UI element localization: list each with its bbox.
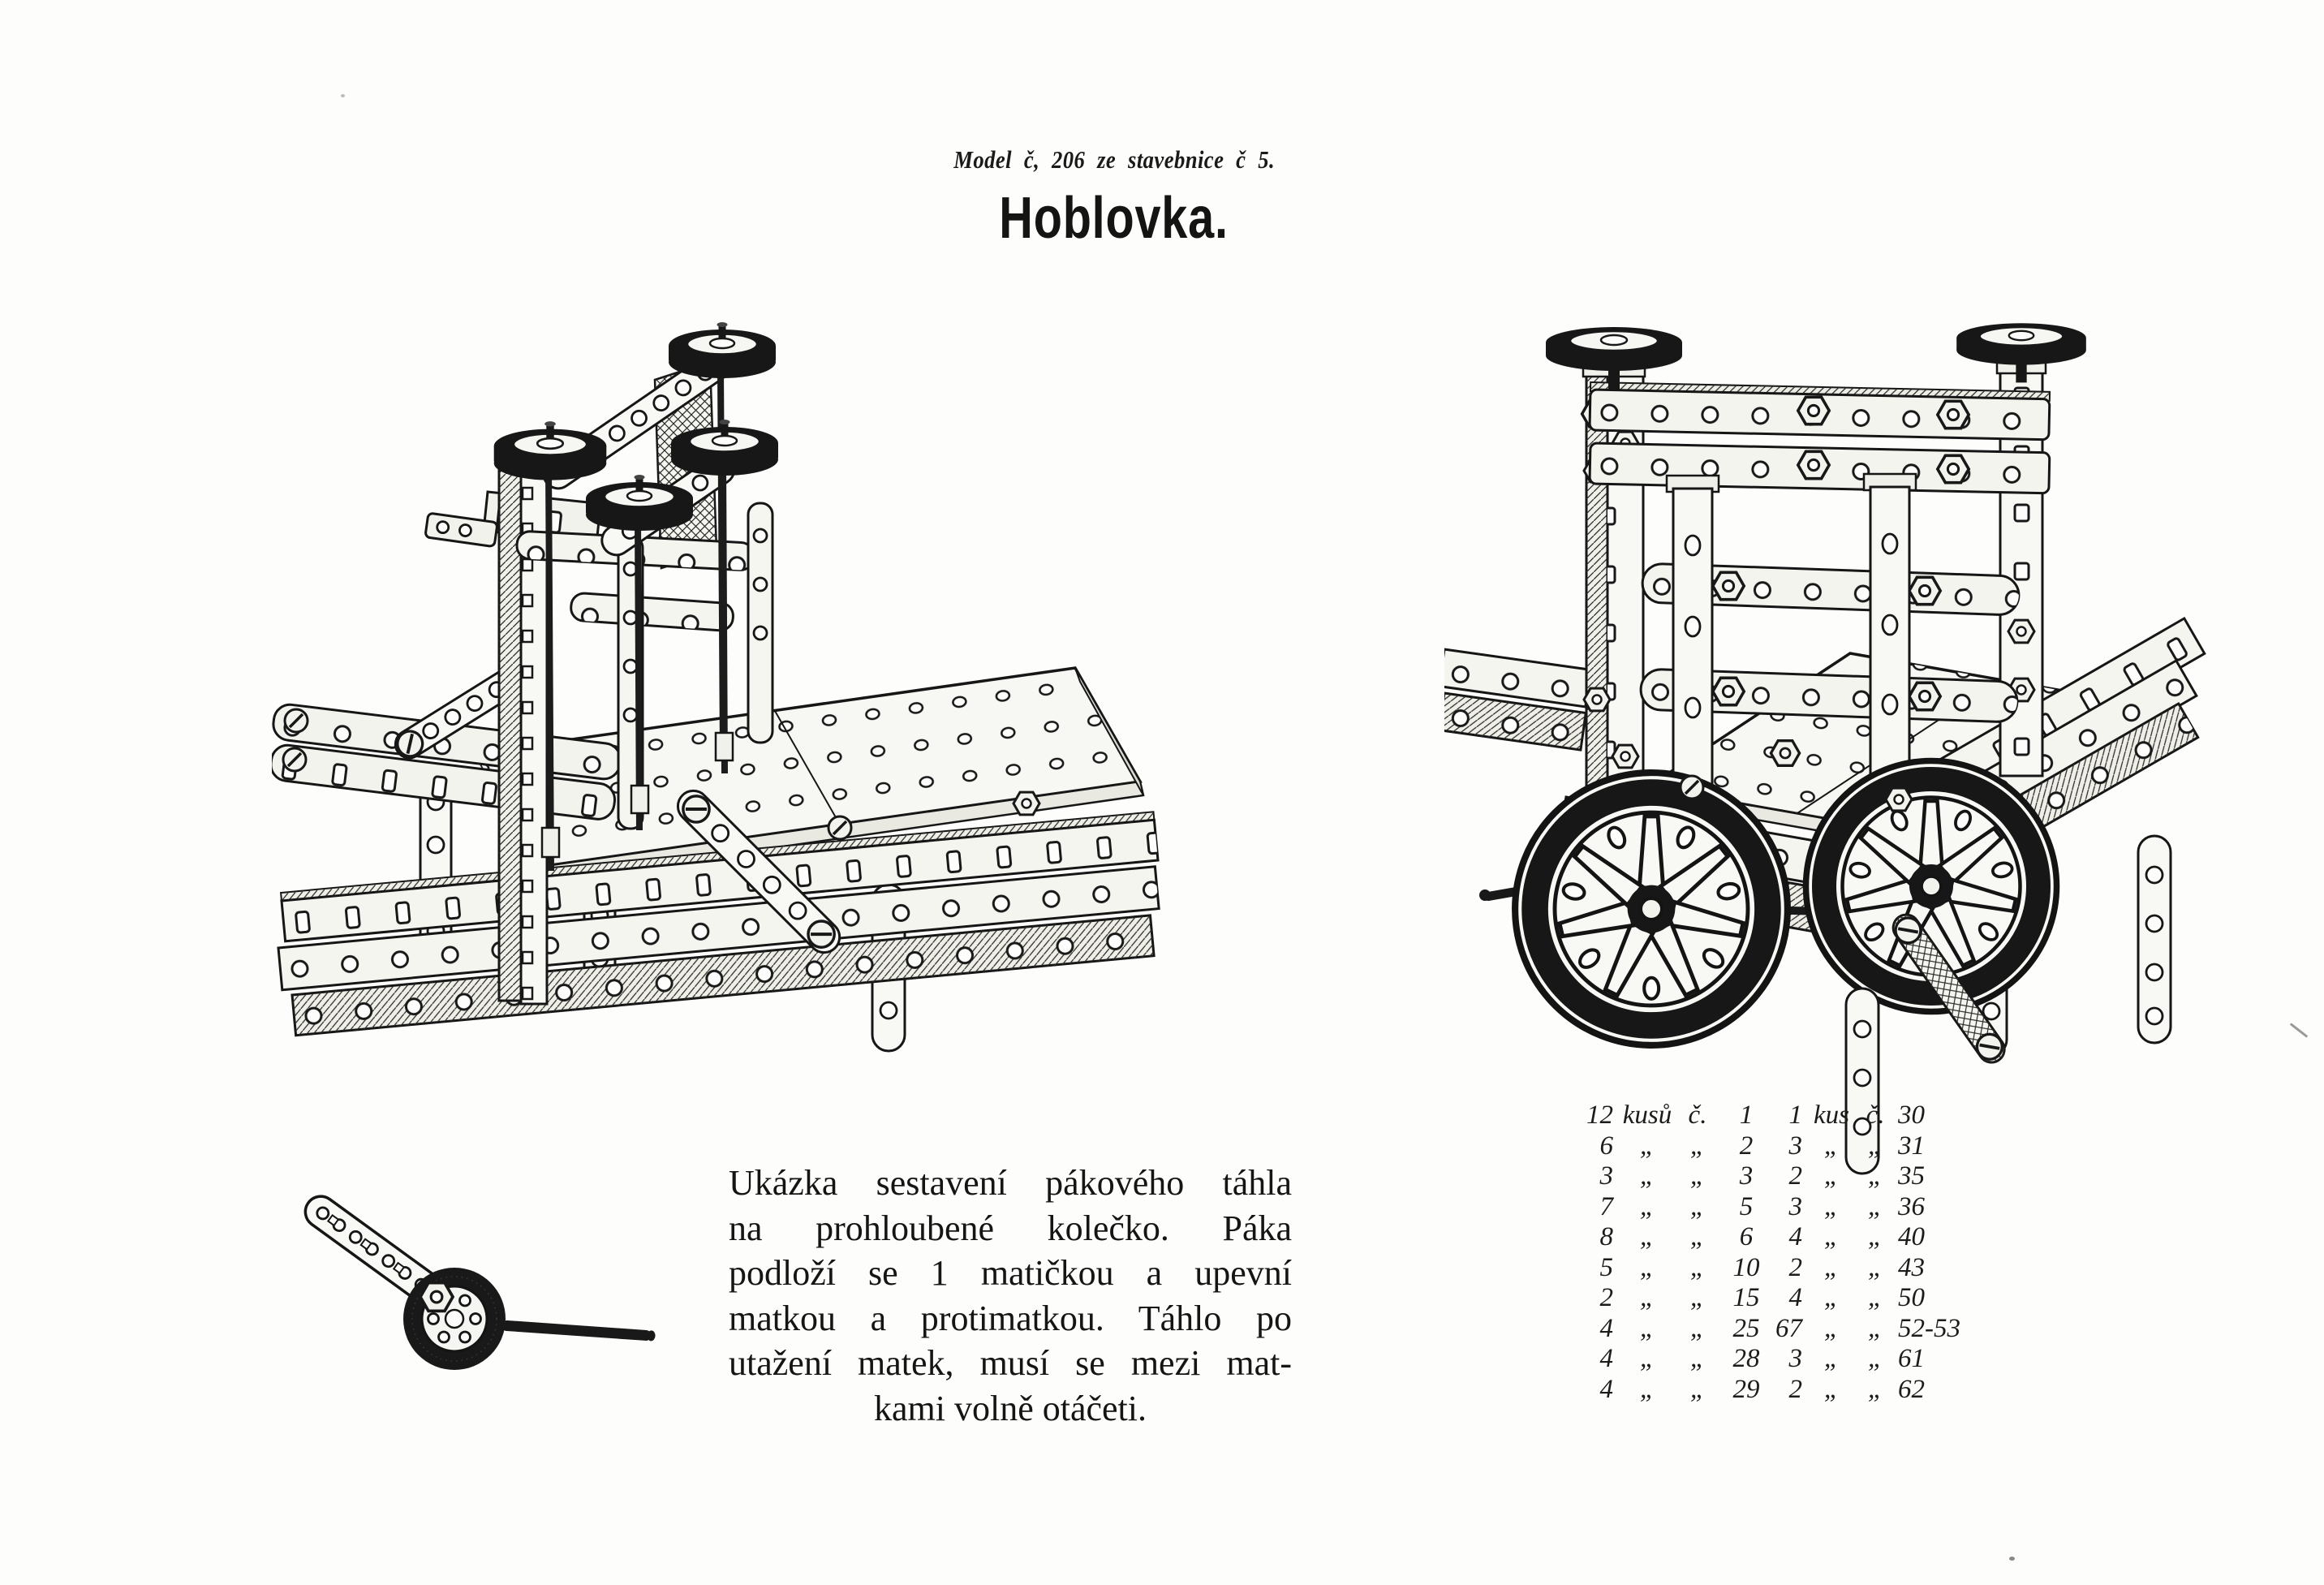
- parts-row: [1765, 1283, 1995, 1314]
- num-label-cell: „: [1867, 1374, 1883, 1404]
- unit-cell: „: [1639, 1344, 1655, 1373]
- qty-cell: 4: [1599, 1313, 1613, 1343]
- qty-cell: 4: [1599, 1344, 1613, 1373]
- parts-row: [1576, 1192, 1771, 1223]
- qty-cell: 3: [1599, 1161, 1613, 1191]
- qty-cell: 67: [1775, 1313, 1802, 1343]
- num-label-cell: „: [1867, 1313, 1883, 1343]
- qty-cell: 4: [1599, 1374, 1613, 1404]
- parts-row: [1576, 1100, 1771, 1131]
- parts-row: [1765, 1131, 1995, 1162]
- parts-row: [1576, 1253, 1771, 1284]
- part-number-cell: 52-53: [1898, 1313, 1960, 1343]
- part-number-cell: 1: [1739, 1100, 1754, 1130]
- model-caption: [733, 144, 1496, 175]
- unit-cell: „: [1823, 1374, 1840, 1404]
- parts-row: [1765, 1253, 1995, 1284]
- parts-row: [1576, 1375, 1771, 1406]
- unit-cell: „: [1823, 1131, 1840, 1161]
- unit-cell: „: [1639, 1313, 1655, 1343]
- right-model-illustration: [1444, 268, 2215, 1177]
- num-label-cell: č.: [1866, 1100, 1885, 1130]
- parts-row: [1576, 1161, 1771, 1192]
- qty-cell: 2: [1599, 1283, 1613, 1312]
- part-number-cell: 29: [1732, 1374, 1760, 1404]
- unit-cell: „: [1639, 1222, 1655, 1251]
- num-label-cell: „: [1867, 1191, 1883, 1221]
- qty-cell: 12: [1586, 1100, 1613, 1130]
- parts-row: [1765, 1314, 1995, 1345]
- part-number-cell: 61: [1898, 1344, 1925, 1373]
- parts-row: [1765, 1344, 1995, 1375]
- num-label-cell: „: [1689, 1222, 1706, 1251]
- num-label-cell: „: [1689, 1344, 1706, 1373]
- vertical-strip: [1667, 476, 1719, 799]
- unit-cell: „: [1823, 1283, 1840, 1312]
- parts-row: [1765, 1192, 1995, 1223]
- left-model-illustration: [272, 299, 1168, 1098]
- page-title: [733, 187, 1496, 250]
- assembly-note: [729, 1161, 1292, 1431]
- spoked-wheel: [1515, 773, 1788, 1045]
- scan-speck: [2290, 1023, 2308, 1037]
- part-number-cell: 2: [1739, 1131, 1754, 1161]
- pulley: [1956, 323, 2086, 382]
- hex-nut: [420, 1283, 453, 1312]
- num-label-cell: „: [1689, 1191, 1706, 1221]
- unit-cell: „: [1639, 1374, 1655, 1404]
- part-number-cell: 3: [1739, 1161, 1754, 1191]
- num-label-cell: „: [1867, 1161, 1883, 1191]
- lever-detail-illustration: [284, 1177, 665, 1461]
- part-number-cell: 25: [1732, 1313, 1760, 1343]
- scan-speck: [2009, 1557, 2015, 1561]
- num-label-cell: „: [1689, 1374, 1706, 1404]
- num-label-cell: „: [1689, 1283, 1706, 1312]
- qty-cell: 3: [1788, 1344, 1802, 1373]
- part-number-cell: 28: [1732, 1344, 1760, 1373]
- parts-list-right: [1765, 1100, 1995, 1405]
- part-number-cell: 31: [1898, 1131, 1925, 1161]
- num-label-cell: „: [1689, 1313, 1706, 1343]
- num-label-cell: „: [1689, 1161, 1706, 1191]
- num-label-cell: „: [1867, 1222, 1883, 1251]
- part-number-cell: 30: [1898, 1100, 1925, 1130]
- unit-cell: „: [1639, 1252, 1655, 1282]
- qty-cell: 4: [1788, 1222, 1802, 1251]
- parts-row: [1765, 1100, 1995, 1131]
- qty-cell: 3: [1788, 1131, 1802, 1161]
- parts-row: [1765, 1161, 1995, 1192]
- note-line: matkou a protimatkou. Táhlo po: [729, 1298, 1292, 1338]
- unit-cell: „: [1823, 1161, 1840, 1191]
- unit-cell: „: [1823, 1252, 1840, 1282]
- parts-row: [1576, 1131, 1771, 1162]
- part-number-cell: 10: [1732, 1252, 1760, 1282]
- pulley: [494, 421, 607, 480]
- scan-speck: [341, 94, 345, 97]
- qty-cell: 4: [1788, 1283, 1802, 1312]
- page-title-text: Hoblovka.: [999, 186, 1229, 251]
- part-number-cell: 36: [1898, 1191, 1925, 1221]
- grooved-wheel: [403, 1268, 506, 1370]
- num-label-cell: „: [1689, 1252, 1706, 1282]
- parts-row: [1765, 1375, 1995, 1406]
- qty-cell: 2: [1788, 1374, 1802, 1404]
- part-number-cell: 15: [1732, 1283, 1760, 1312]
- axle-rod: [501, 1320, 656, 1342]
- parts-row: [1576, 1283, 1771, 1314]
- unit-cell: „: [1823, 1222, 1840, 1251]
- note-line: Ukázka sestavení pákového táhla: [729, 1163, 1292, 1203]
- leg-strip: [2138, 836, 2171, 1043]
- parts-row: [1576, 1222, 1771, 1253]
- num-label-cell: č.: [1688, 1100, 1707, 1130]
- part-number-cell: 50: [1898, 1283, 1925, 1312]
- parts-row: [1765, 1222, 1995, 1253]
- unit-cell: „: [1639, 1161, 1655, 1191]
- parts-row: [1576, 1314, 1771, 1345]
- parts-row: [1576, 1344, 1771, 1375]
- parts-list-left: [1576, 1100, 1771, 1405]
- qty-cell: 1: [1788, 1100, 1802, 1130]
- num-label-cell: „: [1867, 1252, 1883, 1282]
- qty-cell: 8: [1599, 1222, 1613, 1251]
- note-line: na prohloubené kolečko. Páka: [729, 1208, 1292, 1248]
- unit-cell: „: [1823, 1313, 1840, 1343]
- qty-cell: 2: [1788, 1161, 1802, 1191]
- page-header: [733, 144, 1496, 250]
- unit-cell: „: [1639, 1191, 1655, 1221]
- pulley: [1546, 327, 1682, 390]
- qty-cell: 6: [1599, 1131, 1613, 1161]
- part-number-cell: 43: [1898, 1252, 1925, 1282]
- unit-cell: „: [1823, 1191, 1840, 1221]
- qty-cell: 5: [1599, 1252, 1613, 1282]
- unit-cell: kus: [1814, 1100, 1849, 1130]
- part-number-cell: 62: [1898, 1374, 1925, 1404]
- unit-cell: kusů: [1622, 1100, 1672, 1130]
- note-line: utažení matek, musí se mezi mat-: [729, 1343, 1292, 1383]
- unit-cell: „: [1639, 1283, 1655, 1312]
- unit-cell: „: [1639, 1131, 1655, 1161]
- num-label-cell: „: [1689, 1131, 1706, 1161]
- part-number-cell: 35: [1898, 1161, 1925, 1191]
- qty-cell: 3: [1788, 1191, 1802, 1221]
- part-number-cell: 40: [1898, 1222, 1925, 1251]
- num-label-cell: „: [1867, 1344, 1883, 1373]
- model-caption-text: Model č, 206 ze stavebnice č 5.: [953, 145, 1275, 174]
- note-line: podloží se 1 matičkou a upevní: [729, 1253, 1292, 1293]
- pulley: [669, 322, 776, 378]
- note-line: kami volně otáčeti.: [874, 1388, 1147, 1428]
- part-number-cell: 6: [1739, 1222, 1754, 1251]
- num-label-cell: „: [1867, 1131, 1883, 1161]
- qty-cell: 2: [1788, 1252, 1802, 1282]
- vertical-strip: [1864, 474, 1916, 790]
- num-label-cell: „: [1867, 1283, 1883, 1312]
- part-number-cell: 5: [1739, 1191, 1754, 1221]
- qty-cell: 7: [1599, 1191, 1613, 1221]
- unit-cell: „: [1823, 1344, 1840, 1373]
